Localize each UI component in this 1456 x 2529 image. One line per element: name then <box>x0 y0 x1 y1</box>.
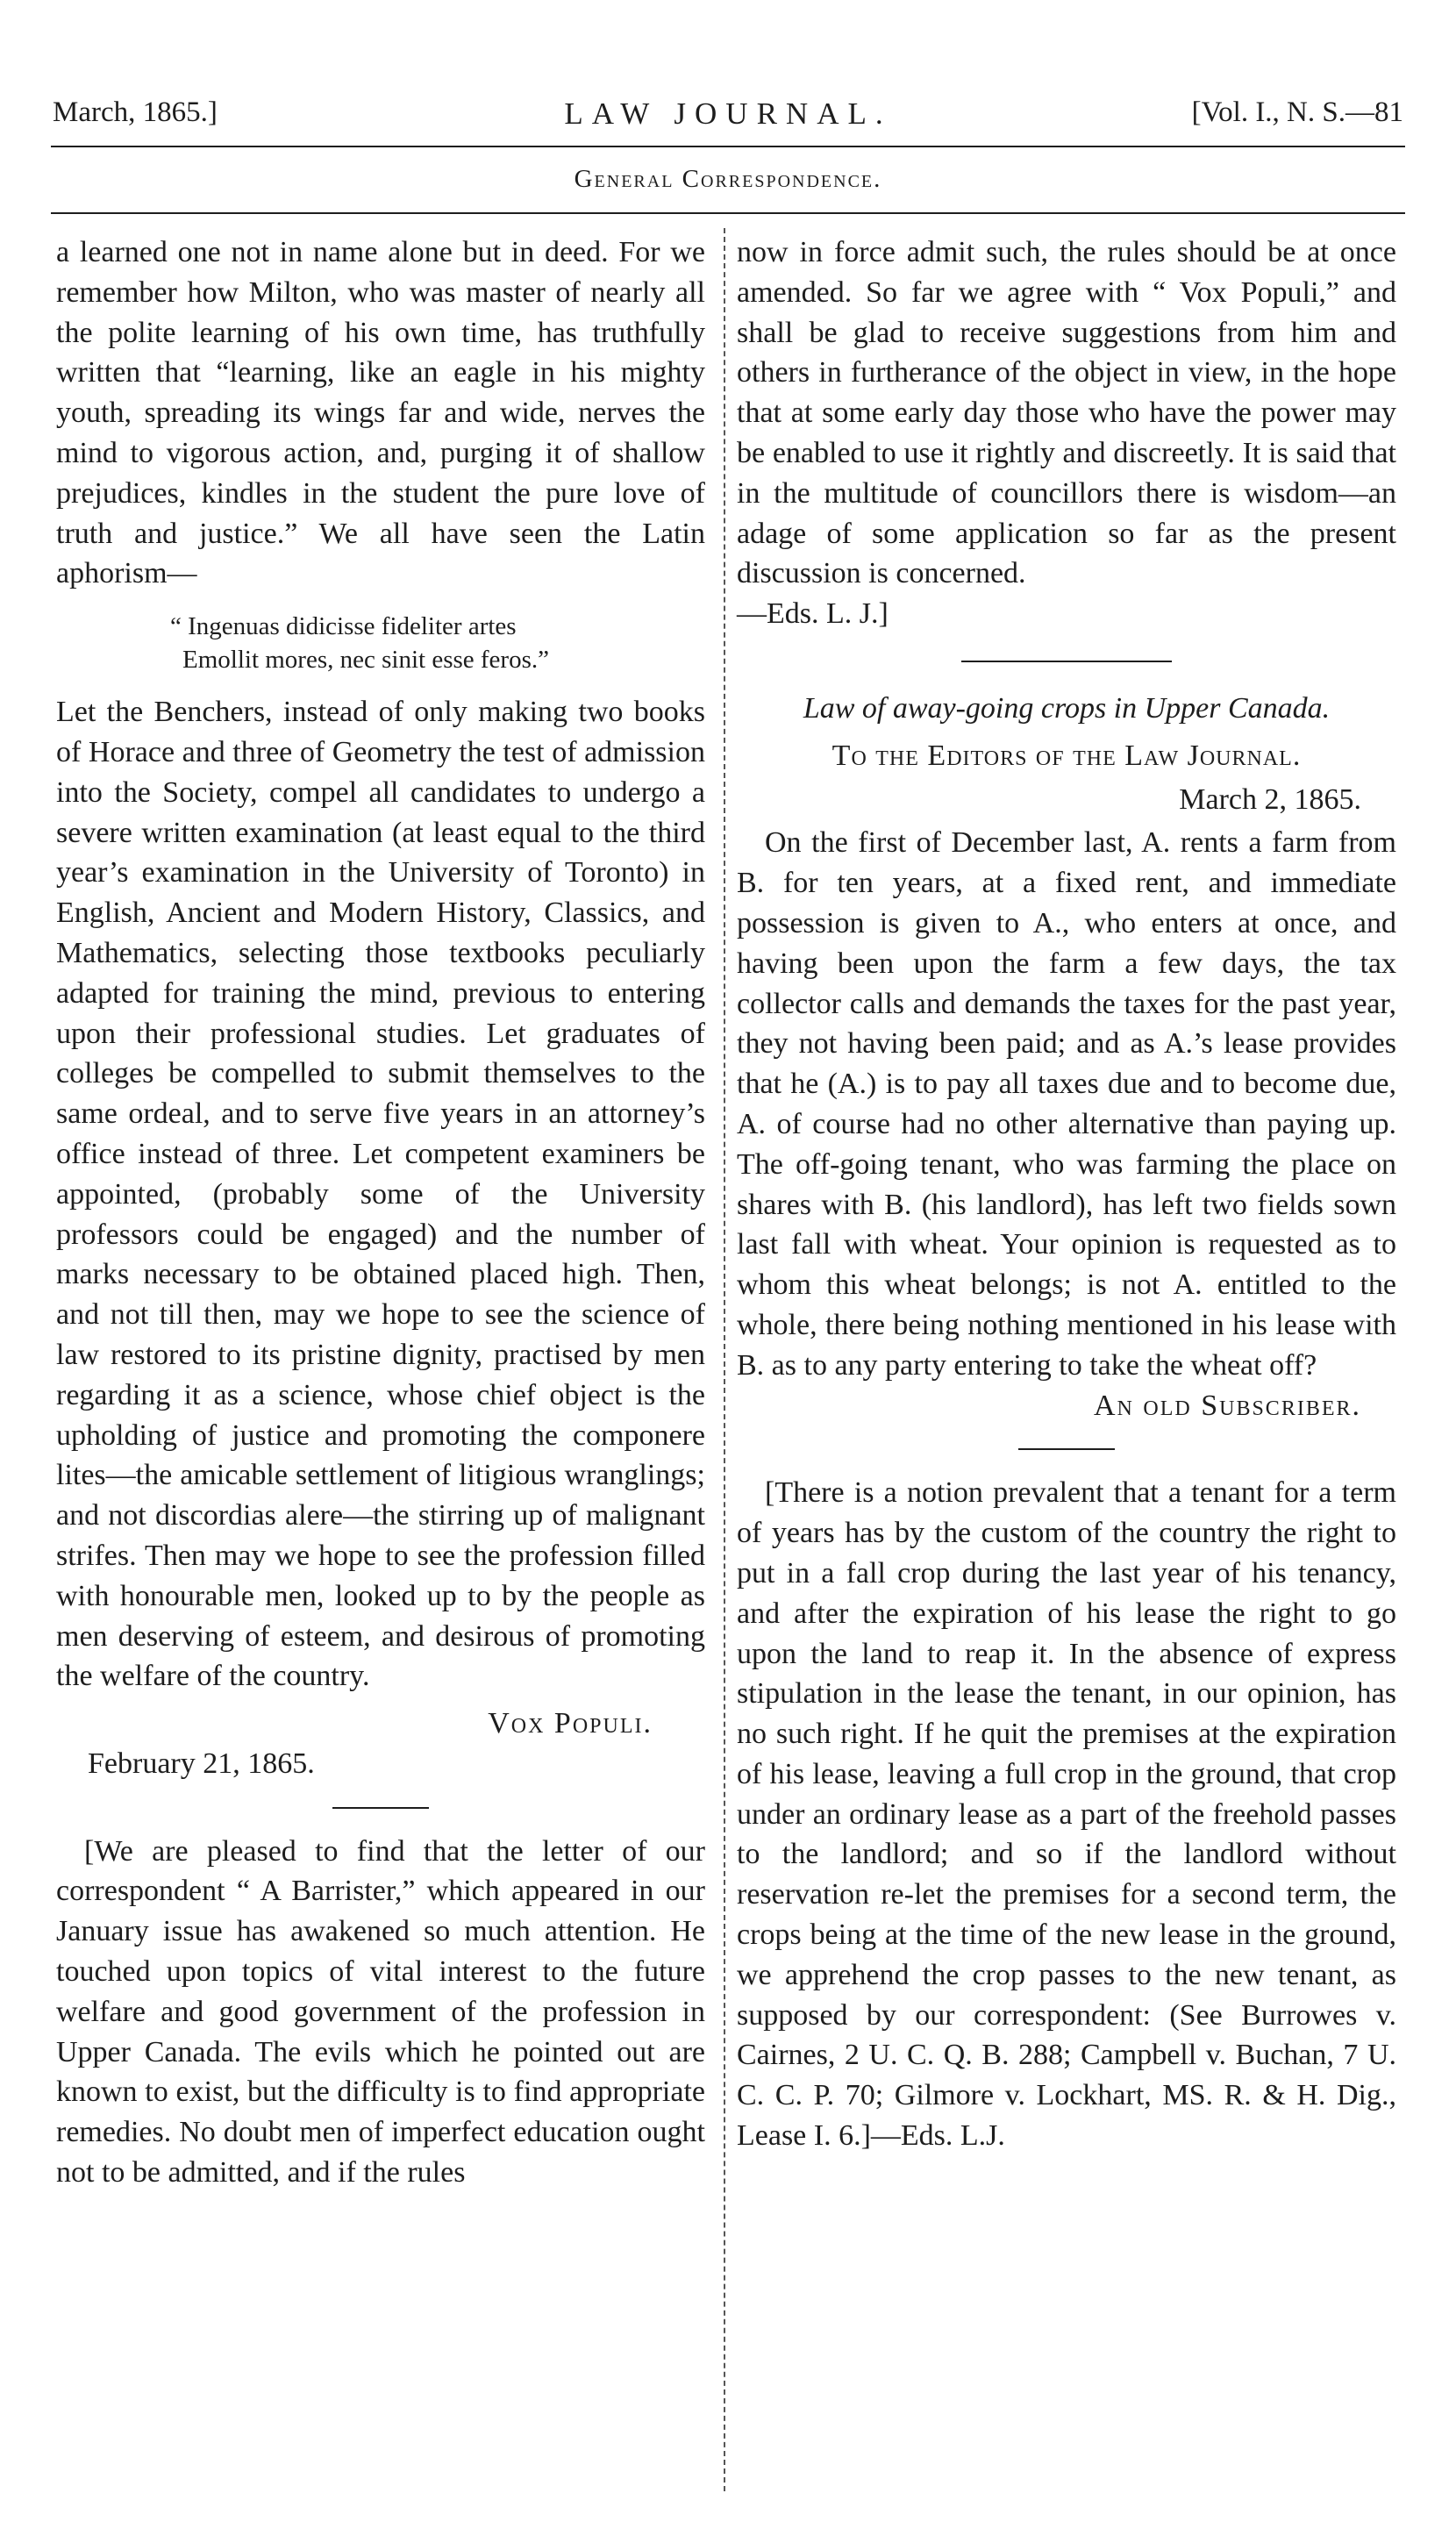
editorial-note: [We are pleased to find that the letter of our correspondent “ A Barrister,” which appeared in our January issue has awakened so much attention. He touched upon topics of vital interest to the future welfare and good government of the profession in Upper Canada. The evils which he pointed out are known to exist, but the difficulty is to find appropriate remedies. No doubt men of imperfect education ought not to be admitted, and if the rules <box>56 1834 705 2190</box>
column-divider <box>724 228 725 2491</box>
paragraph: now in force admit such, the rules should be at once amended. So far we agree with “ Vox Populi,” and shall be glad to receive suggestions from him and others in furtherance of the object in view, in the hope that at some early day those who have the power may be enabled to use it rightly and discreetly. It is said that in the multitude of councillors there is wisdom—an adage of some application so far as the present discussion is concerned. <box>737 236 1396 590</box>
letter-date: February 21, 1865. <box>88 1747 315 1780</box>
letter-signature: An old Subscriber. <box>1094 1389 1361 1422</box>
divider-rule <box>332 1807 429 1809</box>
paragraph: Let the Benchers, instead of only making two books of Horace and three of Geometry the test of admission into the Society, compel all candidates to undergo a severe written examination (at least equal to the third year’s examination in the University of Toronto) in English, Ancient and Modern History, Classics, and Mathematics, selecting those textbooks peculiarly adapted for training the mind, previous to entering upon their professional studies. Let graduates of colleges be compelled to submit themselves to the same ordeal, and to serve five years in an attorney’s office instead of three. Let competent examiners be appointed, (probably some of the University professors could be engaged) and the number of marks necessary to be obtained placed high. Then, and not till then, may we hope to see the science of law restored to its pristine dignity, practised by men regarding it as a science, whose chief object is the upholding of justice and promoting the componere lites—the amicable settlement of litigious wranglings; and not discordias alere—the stirring up of malignant strifes. Then may we hope to see the profession filled with honourable men, looked up to by the people as men deserving of esteem, and desirous of promoting the welfare of the country. <box>56 696 705 1693</box>
paragraph: a learned one not in name alone but in deed. For we remember how Milton, who was master of nearly all the polite learning of his own time, has truthfully written that “learning, like an eagle in his mighty youth, spreading its wings far and wide, nerves the mind to vigorous action, and, purging it of shallow prejudices, kindles in the student the pure love of truth and justice.” We all have seen the Latin aphorism— <box>56 236 705 590</box>
header-date: March, 1865.] <box>53 96 218 128</box>
header-volume: [Vol. I., N. S.—81 <box>1191 96 1403 128</box>
letter-date: March 2, 1865. <box>1179 782 1361 816</box>
verse-line: Emollit mores, nec sinit esse feros.” <box>182 646 549 675</box>
paragraph: On the first of December last, A. rents a farm from B. for ten years, at a fixed rent, and immediate possession is given to A., who enters at once, and having been upon the farm a few days, the tax collector calls and demands the taxes for the past year, they not having been paid; and as A.’s lease provides that he (A.) is to pay all taxes due and to become due, A. of course had no other alternative than paying up. The off-going tenant, who was farming the place on shares with B. (his landlord), has left two fields sown last fall with wheat. Your opinion is requested as to whom this wheat belongs; is not A. entitled to the whole, there being nothing mentioned in his lease with B. as to any party entering to take the wheat off? <box>737 826 1396 1382</box>
divider-rule <box>1018 1448 1115 1450</box>
section-rule <box>51 212 1405 214</box>
letter-signature: Vox Populi. <box>488 1707 653 1740</box>
editors-signoff: —Eds. L. J.] <box>737 597 889 631</box>
running-header <box>53 96 1403 140</box>
article-title: Law of away-going crops in Upper Canada. <box>803 691 1331 725</box>
section-heading: General Correspondence. <box>574 165 882 193</box>
left-column <box>56 232 705 2193</box>
right-column <box>737 232 1396 2156</box>
latin-aphorism <box>170 610 705 676</box>
divider-rule <box>961 661 1172 662</box>
journal-title: LAW JOURNAL. <box>564 96 892 131</box>
header-rule <box>51 146 1405 147</box>
editorial-note: [There is a notion prevalent that a tenant for a term of years has by the custom of the country the right to put in a fall crop during the last year of his tenancy, and after the expiration of his lease the right to go upon the land to reap it. In the absence of express stipulation in the lease the tenant, in our opinion, has no such right. If he quit the premises at the expiration of his lease, leaving a full crop in the ground, that crop under an ordinary lease as a part of the freehold passes to the landlord; and so if the landlord without reservation re-let the premises for a second term, the crops being at the time of the new lease in the ground, we apprehend the crop passes to the new tenant, as supposed by our correspondent: (See Burrowes v. Cairnes, 2 U. C. Q. B. 288; Campbell v. Buchan, 7 U. C. C. P. 70; Gilmore v. Lockhart, MS. R. & H. Dig., Lease I. 6.]—Eds. L.J. <box>737 1476 1396 2153</box>
salutation: To the Editors of the Law Journal. <box>831 739 1302 772</box>
verse-line: “ Ingenuas didicisse fideliter artes <box>170 612 517 641</box>
